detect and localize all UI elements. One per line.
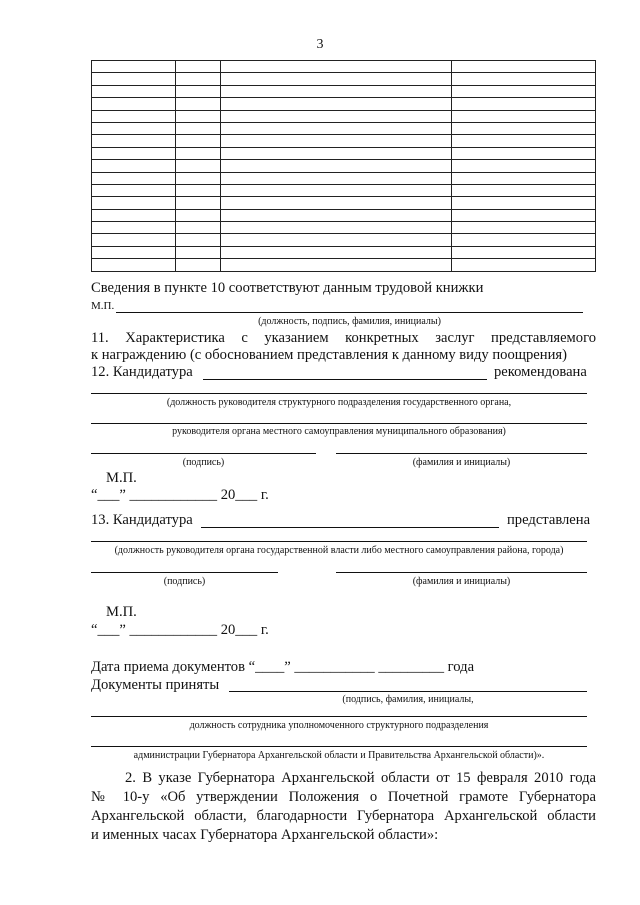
table-cell (92, 73, 176, 85)
table-row (92, 184, 596, 196)
para-2-line-3: Архангельской области, благодарности Губернатора Архангельской области (91, 808, 596, 824)
signature-line-12 (91, 453, 316, 454)
table-cell (92, 197, 176, 209)
table-cell (452, 197, 596, 209)
table-row (92, 259, 596, 271)
para-2-line-4: и именных часах Губернатора Архангельской области»: (91, 827, 439, 843)
table-cell (175, 85, 220, 97)
table-cell (92, 122, 176, 134)
page-number: 3 (316, 37, 324, 52)
caption-employee: должность сотрудника уполномоченного структурного подразделения (189, 720, 489, 731)
caption-position: (должность, подпись, фамилия, инициалы) (258, 316, 441, 327)
head-position-line-1 (91, 393, 587, 394)
table-cell (452, 85, 596, 97)
table-row (92, 222, 596, 234)
table-cell (92, 85, 176, 97)
table-cell (220, 172, 452, 184)
name-line-13 (336, 572, 587, 573)
table-cell (92, 135, 176, 147)
table-cell (92, 61, 176, 73)
table-row (92, 147, 596, 159)
table-cell (175, 184, 220, 196)
table-cell (175, 259, 220, 271)
table-cell (452, 147, 596, 159)
mp-label-13: М.П. (106, 604, 137, 620)
table-cell (220, 184, 452, 196)
table-cell (452, 172, 596, 184)
labor-book-statement: Сведения в пункте 10 соответствуют данным трудовой книжки (91, 280, 484, 296)
caption-head-state: (должность руководителя органа государственной власти либо местного самоуправления района, города) (114, 545, 564, 556)
table-row (92, 110, 596, 122)
table-row (92, 160, 596, 172)
table-row (92, 135, 596, 147)
table-cell (175, 122, 220, 134)
table-cell (175, 246, 220, 258)
admin-line (91, 746, 587, 747)
table-cell (220, 222, 452, 234)
table-cell (175, 209, 220, 221)
table-cell (175, 61, 220, 73)
table-cell (220, 246, 452, 258)
table-cell (220, 234, 452, 246)
table-cell (220, 110, 452, 122)
table-cell (220, 61, 452, 73)
caption-head-structural: (должность руководителя структурного подразделения государственного органа, (166, 397, 512, 408)
table-cell (175, 135, 220, 147)
item-11-line-1: 11. Характеристика с указанием конкретных заслуг представляемого (91, 330, 596, 346)
table-cell (92, 222, 176, 234)
table-cell (220, 197, 452, 209)
table-cell (452, 209, 596, 221)
caption-sig-name: (подпись, фамилия, инициалы, (342, 694, 474, 705)
mp-label-small: М.П. (91, 300, 115, 312)
table-row (92, 172, 596, 184)
signature-line-13 (91, 572, 278, 573)
data-table (91, 60, 596, 272)
table-cell (175, 160, 220, 172)
docs-date-label: Дата приема документов “____” ___________ _________ года (91, 659, 475, 675)
table-cell (92, 98, 176, 110)
table-cell (92, 160, 176, 172)
table-cell (92, 234, 176, 246)
table-cell (92, 246, 176, 258)
position-signature-line (116, 312, 583, 313)
table-cell (452, 246, 596, 258)
table-cell (175, 73, 220, 85)
table-row (92, 234, 596, 246)
table-cell (452, 110, 596, 122)
para-2-line-2: № 10-у «Об утверждении Положения о Почетной грамоте Губернатора (91, 789, 596, 805)
table-cell (220, 122, 452, 134)
table-cell (92, 184, 176, 196)
table-cell (220, 209, 452, 221)
table-cell (92, 110, 176, 122)
table-cell (452, 61, 596, 73)
caption-name-13: (фамилия и инициалы) (412, 576, 511, 587)
table-cell (175, 110, 220, 122)
state-head-line (91, 541, 587, 542)
table-cell (92, 209, 176, 221)
table-cell (220, 259, 452, 271)
table-cell (92, 147, 176, 159)
table-row (92, 209, 596, 221)
item-13-candidate-line (201, 527, 499, 528)
docs-accepted-line (229, 691, 587, 692)
table-cell (220, 85, 452, 97)
caption-signature-13: (подпись) (163, 576, 206, 587)
head-position-line-2 (91, 423, 587, 424)
table-cell (175, 172, 220, 184)
table-cell (452, 259, 596, 271)
table-cell (452, 98, 596, 110)
date-line-12: “___” ____________ 20___ г. (91, 487, 269, 503)
caption-signature-12: (подпись) (182, 457, 225, 468)
table-row (92, 61, 596, 73)
docs-accepted-label: Документы приняты (91, 677, 220, 693)
table-cell (92, 259, 176, 271)
table-cell (220, 147, 452, 159)
table-row (92, 122, 596, 134)
item-13-presented: представлена (507, 512, 591, 528)
table-row (92, 85, 596, 97)
item-12-candidate-line (203, 379, 487, 380)
item-12-recommended: рекомендована (494, 364, 587, 380)
table-cell (452, 160, 596, 172)
table-cell (175, 234, 220, 246)
table-row (92, 197, 596, 209)
table-cell (220, 98, 452, 110)
employee-line (91, 716, 587, 717)
table-cell (175, 222, 220, 234)
table-cell (452, 234, 596, 246)
name-line-12 (336, 453, 587, 454)
caption-head-local: руководителя органа местного самоуправления муниципального образования) (172, 426, 506, 437)
para-2-line-1: 2. В указе Губернатора Архангельской области от 15 февраля 2010 года (125, 770, 596, 786)
caption-admin: администрации Губернатора Архангельской области и Правительства Архангельской области)». (133, 750, 545, 761)
table-cell (175, 147, 220, 159)
table-cell (220, 135, 452, 147)
table-cell (92, 172, 176, 184)
table-cell (452, 73, 596, 85)
table-cell (452, 122, 596, 134)
table-cell (452, 184, 596, 196)
table-cell (220, 160, 452, 172)
table-row (92, 98, 596, 110)
table-row (92, 246, 596, 258)
item-11-line-2: к награждению (с обоснованием представления к данному виду поощрения) (91, 347, 567, 363)
item-12-label: 12. Кандидатура (91, 364, 193, 380)
table-cell (220, 73, 452, 85)
mp-label-12: М.П. (106, 470, 137, 486)
date-line-13: “___” ____________ 20___ г. (91, 622, 269, 638)
item-13-label: 13. Кандидатура (91, 512, 193, 528)
table-cell (175, 197, 220, 209)
caption-name-12: (фамилия и инициалы) (412, 457, 511, 468)
table-cell (175, 98, 220, 110)
table-cell (452, 135, 596, 147)
table-row (92, 73, 596, 85)
table-cell (452, 222, 596, 234)
